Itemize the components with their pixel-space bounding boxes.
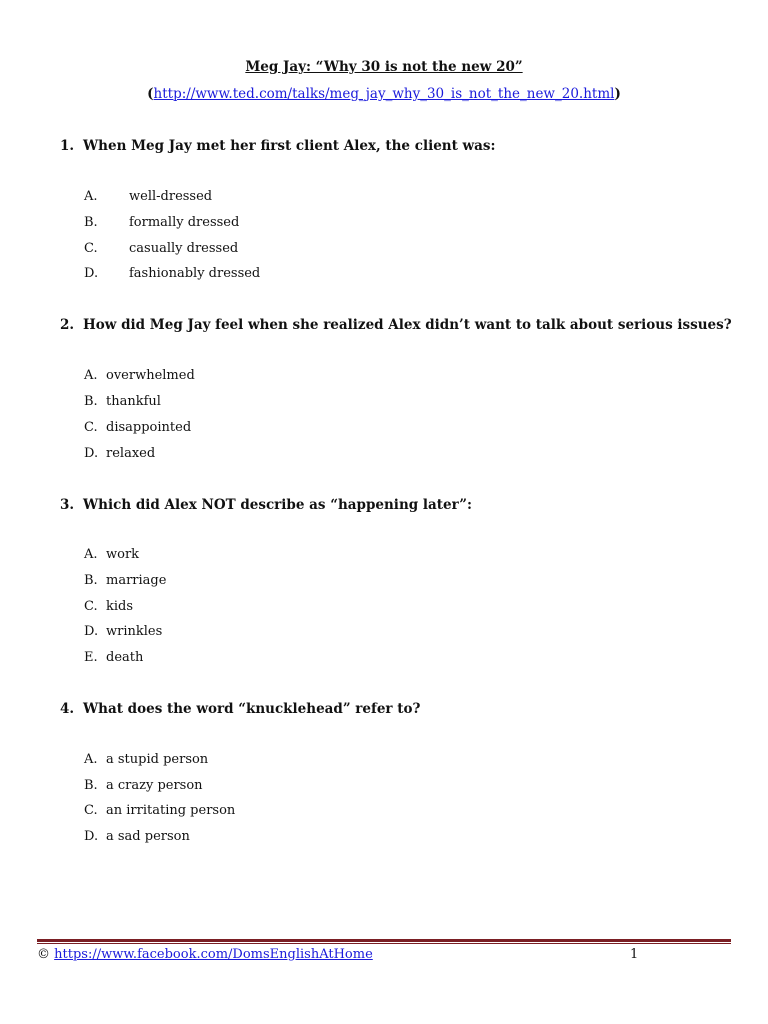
option-4d <box>84 829 190 844</box>
option-3e <box>84 650 143 665</box>
option-letter: C. <box>84 420 98 435</box>
option-letter: B. <box>84 394 98 409</box>
option-2c <box>84 420 191 435</box>
option-2a <box>84 368 195 383</box>
option-letter: A. <box>84 368 98 383</box>
option-text: kids <box>106 599 134 614</box>
option-4a <box>84 752 208 767</box>
option-3d <box>84 624 162 639</box>
option-text: thankful <box>106 394 161 409</box>
question-3 <box>60 497 472 513</box>
option-3b <box>84 573 166 588</box>
option-text: a sad person <box>106 829 190 844</box>
source-url-link[interactable]: http://www.ted.com/talks/meg_jay_why_30_is_not_the_new_20.html <box>153 86 615 102</box>
question-number: 1. <box>60 138 75 154</box>
footer-credit <box>37 947 373 962</box>
option-letter: B. <box>84 778 98 793</box>
option-letter: D. <box>84 446 99 461</box>
option-text: wrinkles <box>106 624 163 639</box>
option-letter: B. <box>84 215 98 230</box>
option-1d <box>84 266 260 281</box>
url-open-paren: ( <box>147 86 154 102</box>
url-close-paren: ) <box>614 86 621 102</box>
option-1b <box>84 215 239 230</box>
question-number: 2. <box>60 317 75 333</box>
option-text: death <box>106 650 144 665</box>
option-text: a stupid person <box>106 752 209 767</box>
option-text: formally dressed <box>129 215 240 230</box>
option-letter: C. <box>84 241 98 256</box>
option-2d <box>84 446 155 461</box>
option-letter: C. <box>84 599 98 614</box>
option-letter: D. <box>84 266 99 281</box>
option-text: well-dressed <box>129 189 213 204</box>
option-letter: B. <box>84 573 98 588</box>
option-2b <box>84 394 161 409</box>
footer-divider-thick <box>37 939 731 942</box>
question-text: How did Meg Jay feel when she realized Alex didn’t want to talk about serious issues? <box>83 317 732 333</box>
facebook-link[interactable]: https://www.facebook.com/DomsEnglishAtHome <box>54 947 373 962</box>
option-3c <box>84 599 133 614</box>
option-text: fashionably dressed <box>129 266 261 281</box>
question-text: What does the word “knucklehead” refer to? <box>83 701 421 717</box>
question-text: Which did Alex NOT describe as “happening later”: <box>83 497 472 513</box>
copyright-symbol: © <box>37 947 50 962</box>
question-number: 3. <box>60 497 75 513</box>
option-text: relaxed <box>106 446 156 461</box>
option-3a <box>84 547 139 562</box>
option-text: an irritating person <box>106 803 236 818</box>
option-1c <box>84 241 238 256</box>
option-1a <box>84 189 212 204</box>
page-title: Meg Jay: “Why 30 is not the new 20” <box>245 59 523 75</box>
question-text: When Meg Jay met her first client Alex, the client was: <box>83 138 496 154</box>
option-letter: A. <box>84 547 98 562</box>
option-text: disappointed <box>106 420 192 435</box>
option-text: a crazy person <box>106 778 203 793</box>
page-number: 1 <box>630 947 639 962</box>
option-letter: D. <box>84 624 99 639</box>
option-letter: A. <box>84 189 98 204</box>
option-4c <box>84 803 235 818</box>
option-letter: C. <box>84 803 98 818</box>
option-letter: E. <box>84 650 98 665</box>
footer-divider-thin <box>37 943 731 944</box>
option-text: casually dressed <box>129 241 239 256</box>
question-number: 4. <box>60 701 75 717</box>
option-text: work <box>106 547 140 562</box>
option-letter: A. <box>84 752 98 767</box>
option-4b <box>84 778 203 793</box>
source-url-line <box>0 86 768 102</box>
question-2 <box>60 317 732 333</box>
question-4 <box>60 701 420 717</box>
option-letter: D. <box>84 829 99 844</box>
question-1 <box>60 138 496 154</box>
option-text: overwhelmed <box>106 368 195 383</box>
option-text: marriage <box>106 573 167 588</box>
